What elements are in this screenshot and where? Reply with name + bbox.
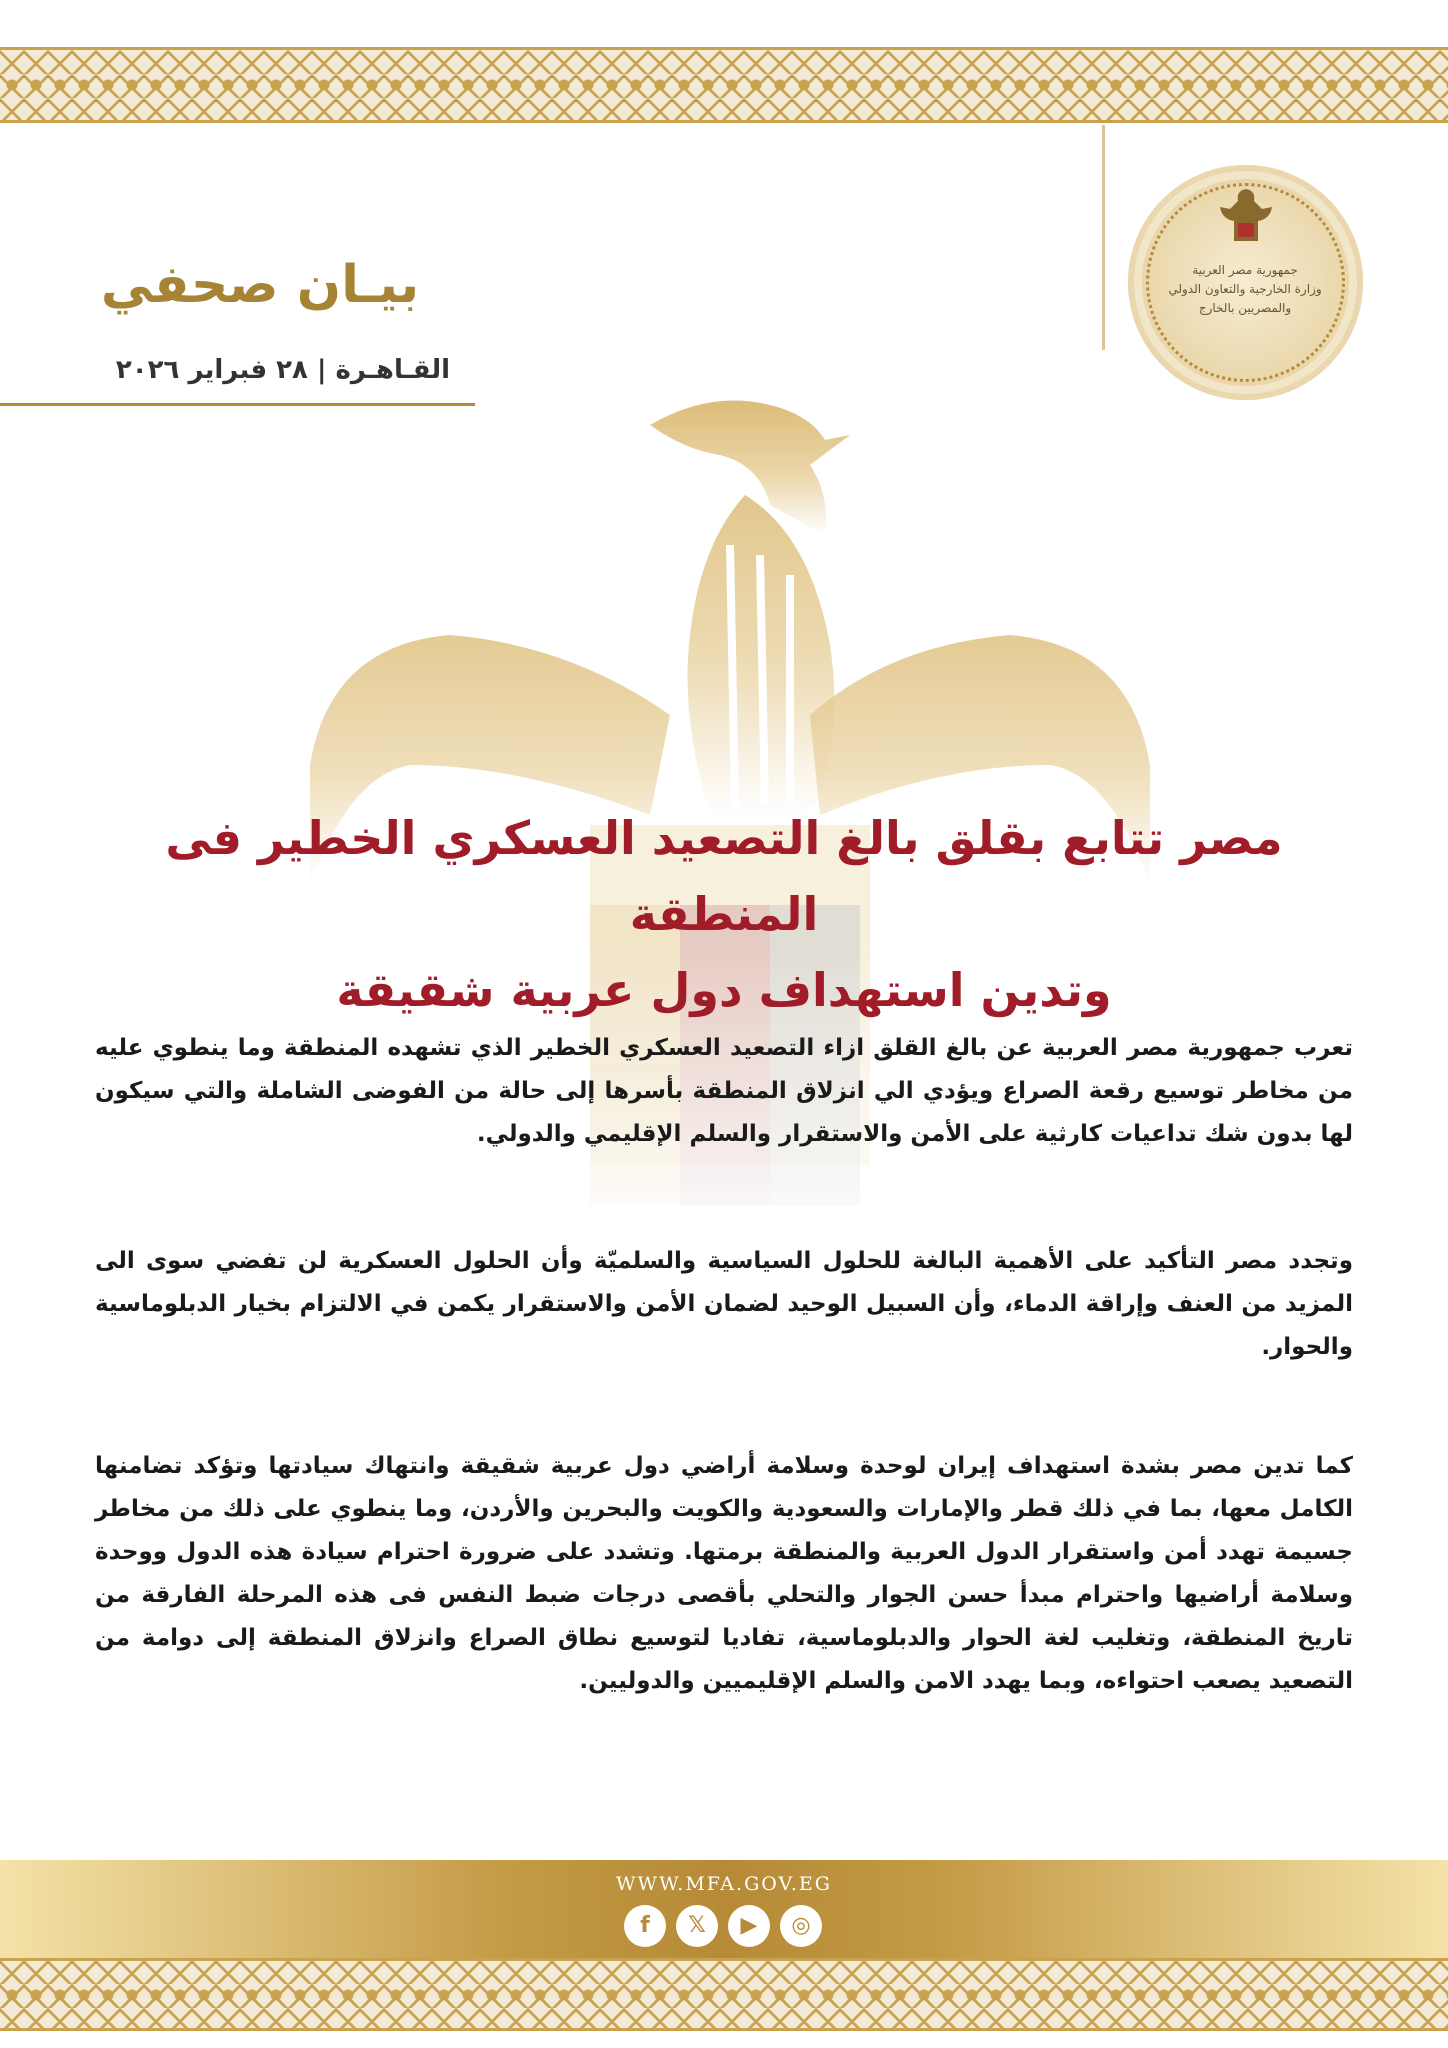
top-ornament-border	[0, 50, 1448, 120]
x-icon[interactable]: 𝕏	[676, 1905, 718, 1947]
seal-text-line: والمصريين بالخارج	[1198, 301, 1292, 315]
header-divider	[0, 403, 475, 406]
seal-eagle-icon	[1212, 185, 1280, 255]
seal-text-line: جمهورية مصر العربية	[1192, 263, 1298, 277]
bottom-border-line	[0, 1958, 1448, 1961]
bottom-ornament-border	[0, 1960, 1448, 2030]
press-release-label: بيـان صحفي	[100, 255, 420, 315]
website-link[interactable]: WWW.MFA.GOV.EG	[616, 1873, 832, 1895]
seal-text-line: وزارة الخارجية والتعاون الدولي	[1168, 282, 1322, 296]
body-paragraph: تعرب جمهورية مصر العربية عن بالغ القلق ازاء التصعيد العسكري الخطير الذي تشهده المنطقة وما ينطوي عليه من مخاطر توسيع رقعة الصراع ويؤدي الي انزلاق المنطقة بأسرها إلى حالة من الفوضى الشاملة والتي سيكون لها بدون شك تداعيات كارثية على الأمن والاستقرار والسلم الإقليمي والدولي.	[95, 1035, 1353, 1147]
top-border-line	[0, 47, 1448, 50]
header-vertical-divider	[1102, 125, 1105, 350]
headline-line: مصر تتابع بقلق بالغ التصعيد العسكري الخطير فى المنطقة	[165, 811, 1283, 941]
headline-line: وتدين استهداف دول عربية شقيقة	[336, 963, 1112, 1017]
bottom-border-line	[0, 2028, 1448, 2031]
facebook-icon[interactable]: f	[624, 1905, 666, 1947]
body-paragraph: كما تدين مصر بشدة استهداف إيران لوحدة وسلامة أراضي دول عربية شقيقة وانتهاك سيادتها وتؤكد تضامنها الكامل معها، بما في ذلك قطر والإمارات والسعودية والكويت والبحرين والأردن، وما ينطوي على ذلك من مخاطر جسيمة تهدد أمن واستقرار الدول العربية والمنطقة برمتها. وتشدد على ضرورة احترام سيادة هذه الدول ووحدة وسلامة أراضيها واحترام مبدأ حسن الجوار والتحلي بأقصى درجات ضبط النفس فى هذه المرحلة الفارقة من تاريخ المنطقة، وتغليب لغة الحوار والدبلوماسية، تفاديا لتوسيع نطاق الصراع وانزلاق المنطقة إلى دوامة من التصعيد يصعب احتواءه، وبما يهدد الامن والسلم الإقليميين والدوليين.	[95, 1453, 1353, 1694]
body-paragraph: وتجدد مصر التأكيد على الأهمية البالغة للحلول السياسية والسلميّة وأن الحلول العسكرية لن تفضي سوى الى المزيد من العنف وإراقة الدماء، وأن السبيل الوحيد لضمان الأمن والاستقرار يكمن في الالتزام بخيار الدبلوماسية والحوار.	[95, 1248, 1353, 1360]
headline	[100, 800, 1348, 1028]
date-line: القـاهـرة | ٢٨ فبراير ٢٠٢٦	[115, 355, 450, 385]
instagram-icon[interactable]: ◎	[780, 1905, 822, 1947]
youtube-icon[interactable]: ▶	[728, 1905, 770, 1947]
social-links	[624, 1905, 824, 1949]
top-border-line	[0, 120, 1448, 123]
